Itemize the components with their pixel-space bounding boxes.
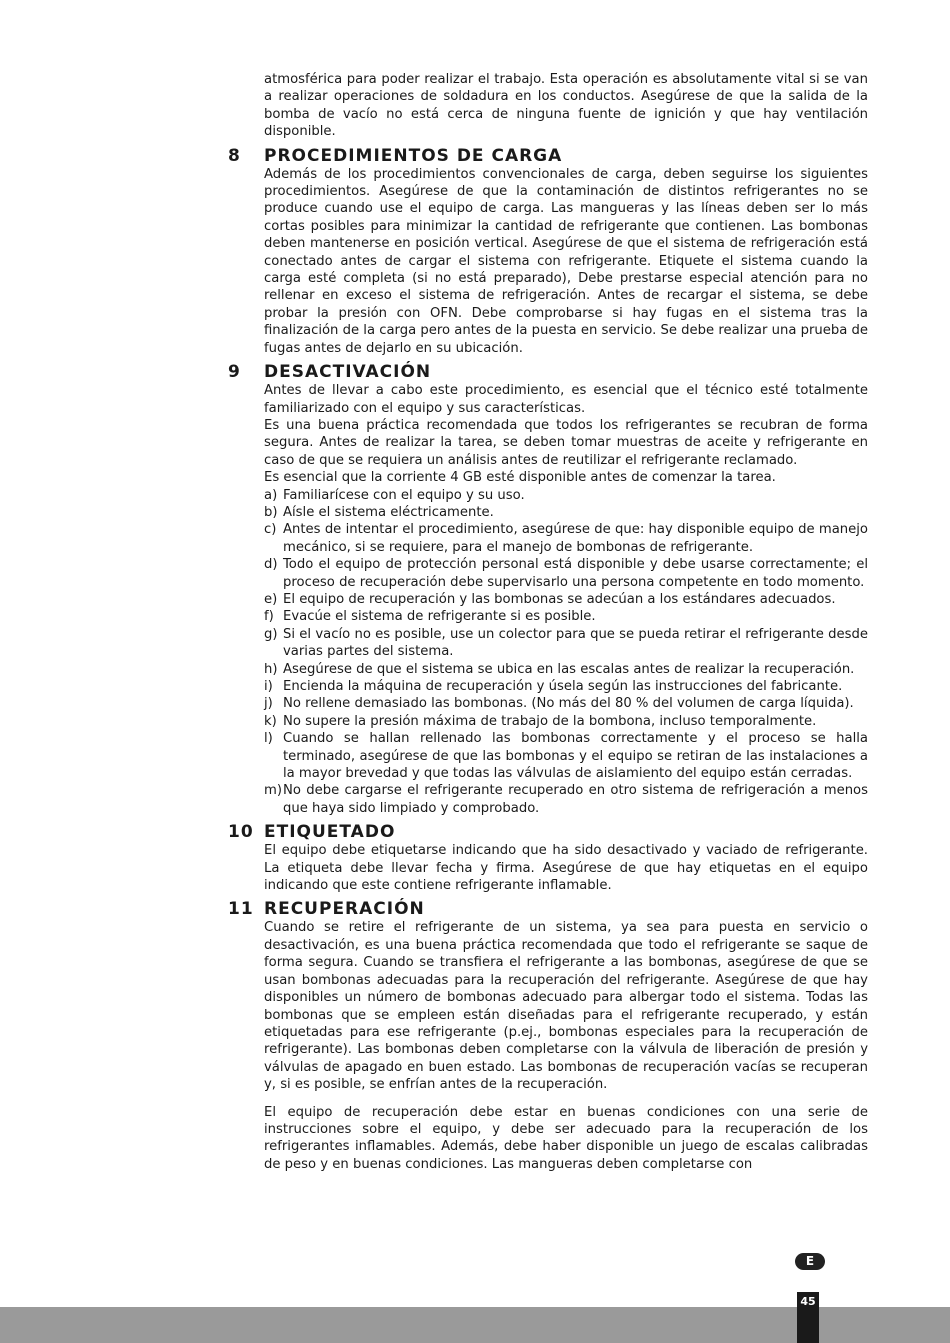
list-item (264, 521, 868, 556)
list-item-text: Evacúe el sistema de refrigerante si es posible. (283, 609, 596, 625)
list-item-text: No debe cargarse el refrigerante recuperado en otro sistema de refrigeración a menos que haya sido limpiado y comprobado. (283, 783, 868, 816)
list-item (264, 626, 868, 661)
list-item-text: El equipo de recuperación y las bombonas se adecúan a los estándares adecuados. (283, 591, 836, 607)
list-item-text: Todo el equipo de protección personal está disponible y debe usarse correctamente; el proceso de recuperación debe supervisarlo una persona competente en todo momento. (283, 557, 868, 590)
list-item-text: Aísle el sistema eléctricamente. (283, 504, 494, 520)
list-item-text: Asegúrese de que el sistema se ubica en las escalas antes de realizar la recuperación. (283, 661, 855, 677)
list-item (264, 504, 868, 521)
list-item-label: h) (264, 661, 278, 677)
list-item-label: e) (264, 591, 278, 607)
section-10-body: El equipo debe etiquetarse indicando que ha sido desactivado y vaciado de refrigerante. La etiqueta debe llevar fecha y firma. Asegúrese de que hay etiquetas en el equipo indicando que este contiene refrigerante inflamable. (264, 843, 868, 894)
list-item (264, 591, 868, 608)
page-content (0, 71, 950, 1173)
list-item-label: m) (264, 783, 282, 799)
section-11-paragraph-2: El equipo de recuperación debe estar en buenas condiciones con una serie de instrucciones sobre el equipo, y debe ser adecuado para la recuperación de los refrigerantes inflamables. Además, debe haber disponible un juego de escalas calibradas de peso y en buenas condiciones. Las mangueras deben completarse con (264, 1104, 868, 1172)
list-item-text: Si el vacío no es posible, use un colector para que se pueda retirar el refrigerante desde varias partes del sistema. (283, 626, 868, 660)
list-item-label: b) (264, 504, 278, 520)
section-11-paragraph-1: Cuando se retire el refrigerante de un sistema, ya sea para puesta en servicio o desactivación, es una buena práctica recomendada que todo el refrigerante se saque de forma segura. Cuando se transfiera el refrigerante a las bombonas, asegúrese de que se usan bombonas adecuadas para la recuperación del refrigerante. Asegúrese de que hay disponibles un número de bombonas adecuado para albergar todo el sistema. Todas las bombonas que se empleen están diseñadas para el refrigerante recuperado, y están etiquetadas para ese refrigerante (p.ej., bombonas especiales para la recuperación de refrigerante). Las bombonas deben completarse con la válvula de liberación de presión y válvulas de apagado en buen estado. Las bombonas de recuperación vacías se recuperan y, si es posible, se enfrían antes de la recuperación. (264, 920, 868, 1093)
list-item-label: a) (264, 487, 278, 503)
section-title: PROCEDIMIENTOS DE CARGA (264, 145, 563, 166)
list-item-label: k) (264, 713, 277, 729)
list-item (264, 487, 868, 504)
page-number: 45 (800, 1295, 816, 1308)
section-title: RECUPERACIÓN (264, 899, 425, 920)
section-10-heading (0, 822, 950, 842)
list-item-label: j) (264, 696, 273, 712)
list-item-text: No supere la presión máxima de trabajo de la bombona, incluso temporalmente. (283, 713, 817, 729)
page-number-tab (797, 1292, 819, 1343)
section-number: 8 (228, 145, 241, 166)
section-11-heading (0, 899, 950, 919)
section-8-heading (0, 146, 950, 166)
language-badge: E (795, 1253, 825, 1270)
list-item-label: i) (264, 679, 273, 694)
section-number: 11 (228, 899, 254, 920)
list-item-label: l) (264, 731, 273, 747)
section-number: 9 (228, 362, 241, 383)
list-item-text: Encienda la máquina de recuperación y úsela según las instrucciones del fabricante. (283, 679, 843, 694)
list-item (264, 678, 868, 695)
list-item-text: Cuando se hallan rellenado las bombonas correctamente y el proceso se halla terminado, asegúrese de que las bombonas y el equipo se retiran de las instalaciones a la mayor brevedad y que todas las válvulas de aislamiento del equipo están cerradas. (283, 731, 868, 782)
list-item-text: No rellene demasiado las bombonas. (No más del 80 % del volumen de carga líquida). (283, 696, 854, 712)
section-9-paragraph-2: Es una buena práctica recomendada que todos los refrigerantes se recubran de forma segura. Antes de realizar la tarea, se deben tomar muestras de aceite y refrigerante en caso de que se requiera un análisis antes de reutilizar el refrigerante reclamado. (264, 417, 868, 468)
list-item-label: g) (264, 626, 278, 642)
section-9-heading (0, 362, 950, 382)
section-number: 10 (228, 822, 254, 843)
list-item-text: Antes de intentar el procedimiento, asegúrese de que: hay disponible equipo de manejo mecánico, si se requiere, para el manejo de bombonas de refrigerante. (283, 522, 868, 555)
list-item-label: f) (264, 609, 274, 625)
list-item (264, 730, 868, 782)
list-item (264, 556, 868, 591)
list-item (264, 782, 868, 817)
intro-paragraph: atmosférica para poder realizar el trabajo. Esta operación es absolutamente vital si se van a realizar operaciones de soldadura en los conductos. Asegúrese de que la salida de la bomba de vacío no está cerca de ninguna fuente de ignición y que hay ventilación disponible. (264, 72, 868, 140)
list-item (264, 695, 868, 712)
section-9-paragraph-1: Antes de llevar a cabo este procedimiento, es esencial que el técnico esté totalmente familiarizado con el equipo y sus características. (264, 383, 868, 416)
list-item (264, 608, 868, 625)
list-item-label: d) (264, 557, 278, 573)
list-item (264, 661, 868, 678)
section-9-paragraph-3: Es esencial que la corriente 4 GB esté disponible antes de comenzar la tarea. (264, 470, 776, 486)
list-item-label: c) (264, 522, 277, 538)
section-title: ETIQUETADO (264, 822, 396, 843)
list-item-text: Familiarícese con el equipo y su uso. (283, 487, 525, 503)
section-title: DESACTIVACIÓN (264, 362, 432, 383)
list-item (264, 713, 868, 730)
section-8-body: Además de los procedimientos convencionales de carga, deben seguirse los siguientes procedimientos. Asegúrese de que la contaminación de distintos refrigerantes no se produce cuando use el equipo de carga. Las mangueras y las líneas deben ser lo más cortas posibles para minimizar la cantidad de refrigerante que contienen. Las bombonas deben mantenerse en posición vertical. Asegúrese de que el sistema de refrigeración está conectado antes de cargar el sistema con refrigerante. Etiquete el sistema cuando la carga esté completa (si no está preparado), Debe prestarse especial atención para no rellenar en exceso el sistema de refrigeración. Antes de recargar el sistema, se debe probar la presión con OFN. Debe comprobarse si hay fugas en el sistema tras la finalización de la carga pero antes de la puesta en servicio. Se debe realizar una prueba de fugas antes de dejarlo en su ubicación. (264, 166, 868, 356)
